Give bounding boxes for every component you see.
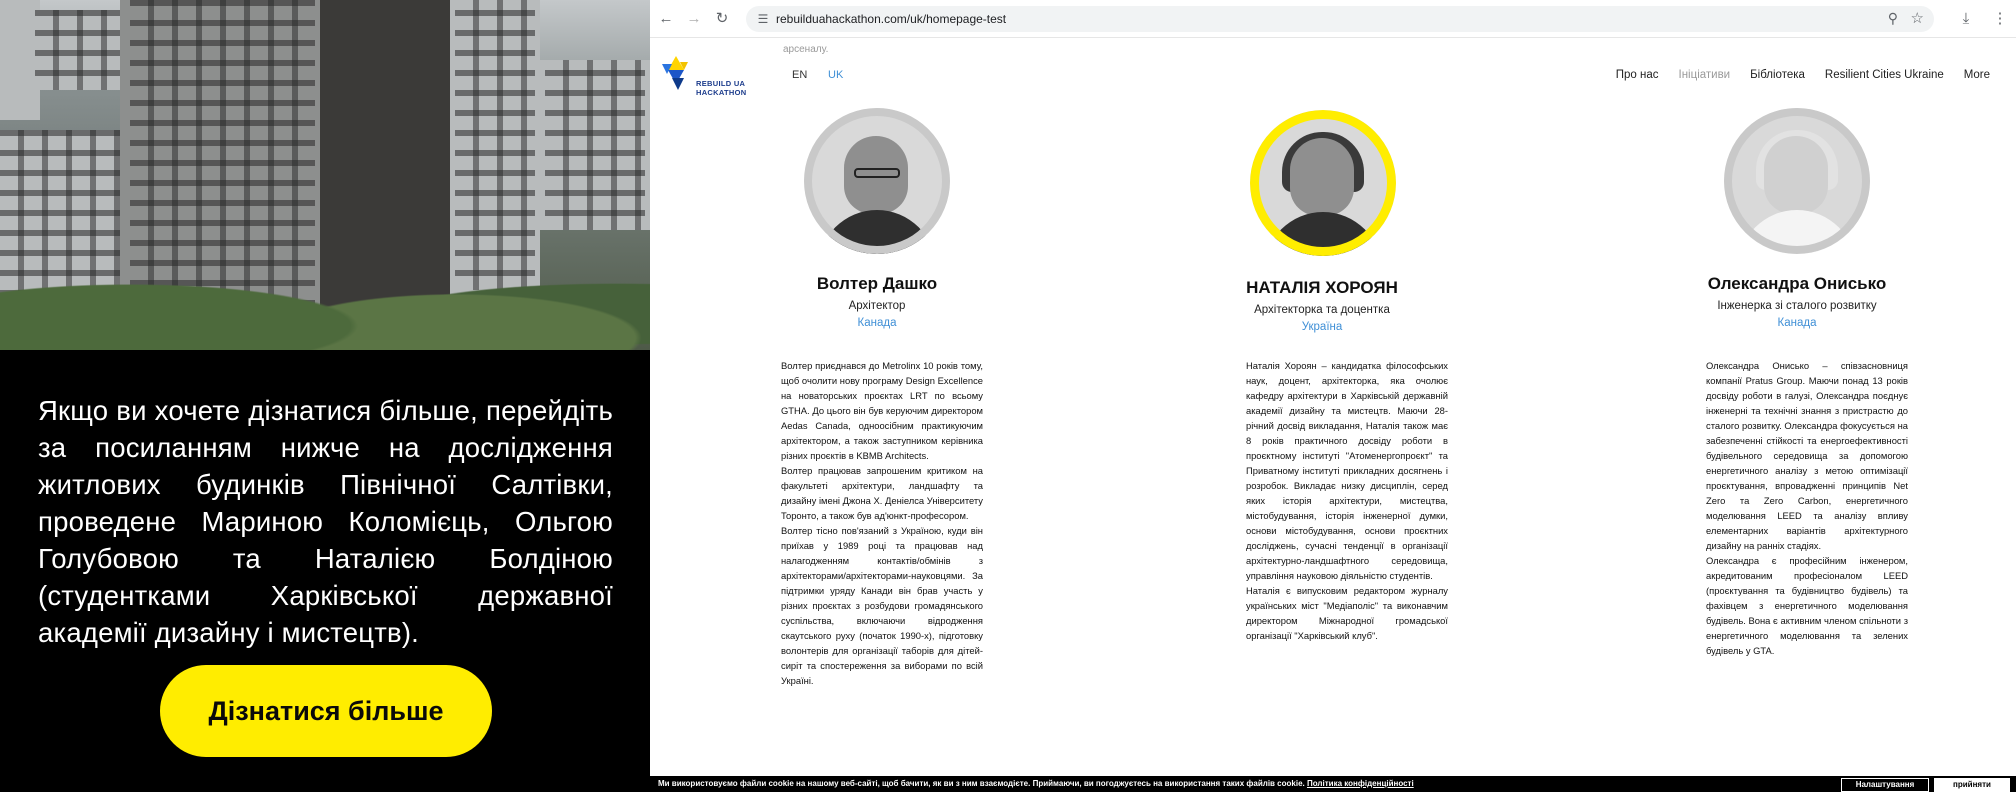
promo-panel	[0, 0, 650, 792]
reload-icon[interactable]: ↻	[715, 10, 729, 27]
person-role: Інженерка зі сталого розвитку	[1717, 300, 1877, 312]
nav-more[interactable]: More	[1963, 69, 1990, 81]
bio-paragraph: Олександра є професійним інженером, акредитованим професіоналом LEED (проєктування та будівництво будівель) та фахівцем з енергетичного моделювання будівель. Вона є активним членом спільноти з енергетичного моделювання та зелених будівель у GTA.	[1706, 555, 1908, 656]
cookie-settings-button[interactable]: Налаштування	[1841, 778, 1929, 792]
bio-paragraph: Волтер працював запрошеним критиком на факультеті архітектури, ландшафту та дизайну імені Джона Х. Деніелса Університету Торонто, а також був ад'юнкт-професором.	[781, 465, 983, 521]
browser-toolbar	[650, 0, 2016, 38]
nav-resilient-cities[interactable]: Resilient Cities Ukraine	[1824, 69, 1944, 81]
nav-initiatives[interactable]: Ініціативи	[1678, 69, 1731, 81]
address-bar[interactable]	[746, 6, 1934, 32]
promo-description: Якщо ви хочете дізнатися більше, перейдіть за посиланням нижче на дослідження житлових будинків Північної Салтівки, проведене Мариною Коломієць, Ольгою Голубовою та Наталією Болдіною (студентками Харківської державної академії дизайну і мистецтв).	[38, 395, 613, 648]
cookie-banner	[650, 776, 2016, 792]
browser-window	[650, 0, 2016, 792]
zoom-icon[interactable]: ⚲	[1887, 10, 1898, 26]
lang-en-link[interactable]: EN	[792, 69, 808, 81]
bio-paragraph: Волтер тісно пов'язаний з Україною, куди він приїхав у 1989 році та працював над налагодженням контактів/обмінів з архітекторами/архітекторами-науковцями. За підтримки уряду Канади він брав участь у різних проєктах з розбудови громадянського суспільства, включаючи відродження скаутського руху (початок 1990-х), підготовку волонтерів для організації таборів для дітей-сиріт та спостереження за виборами по всій Україні.	[781, 525, 983, 686]
bio-paragraph: Олександра Онисько – співзасновниця компанії Pratus Group. Маючи понад 13 років досвіду роботи в галузі, Олександра поєднує інженерні та технічні знання з пристрастю до сталого розвитку. Олександра фокусується на забезпеченні стійкості та енергоефективності будівельного середовища за допомогою енергетичного аналізу з метою оптимізації проєктування, впровадженні принципів Net Zero та Zero Carbon, енергетичного моделювання LEED та аналізу впливу елементарних варіантів архітектурного дизайну на ранніх стадіях.	[1706, 360, 1908, 551]
bio-paragraph: Наталія Хороян – кандидатка філософських наук, доцент, архітекторка, яка очолює кафедру архітектури в Харківській державній академії дизайну та мистецтв. Маючи 28-річний досвід викладання, Наталія також має 8 років практичного досвіду роботи в проєктному інституті "Атоменергопроєкт" та Приватному інституті прикладних досягнень і розробок. Викладає низку дисциплін, серед яких історія архітектури, мистецтва, містобудування, історія інженерної думки, основи містобудування, основи проєктних досліджень, сучасні тенденції в організації архітектурно-ландшафтного середовища, управління науковою діяльністю студентів.	[1246, 360, 1448, 581]
person-name: НАТАЛІЯ ХОРОЯН	[1246, 278, 1398, 297]
site-settings-icon[interactable]: ☰	[757, 12, 769, 26]
person-bio	[781, 358, 983, 688]
learn-more-button[interactable]: Дізнатися більше	[160, 665, 492, 757]
person-country[interactable]: Україна	[1301, 321, 1343, 333]
privacy-policy-link[interactable]: Політика конфіденційності	[1306, 779, 1414, 788]
person-bio	[1706, 358, 1908, 658]
person-photo	[1250, 110, 1396, 256]
bio-paragraph: Наталія є випусковим редактором журналу українських міст "Медіаполіс" та виконавчим директором Міжнародної громадської організації "Харківський клуб".	[1246, 585, 1448, 641]
person-name: Олександра Онисько	[1707, 274, 1887, 293]
nav-library[interactable]: Бібліотека	[1750, 69, 1805, 81]
previous-text-fragment: арсеналу.	[783, 44, 829, 55]
nav-about[interactable]: Про нас	[1615, 69, 1659, 81]
person-name: Волтер Дашко	[816, 274, 938, 293]
rebuild-ua-logo[interactable]	[662, 54, 747, 104]
back-icon[interactable]: ←	[658, 10, 674, 27]
top-navigation	[1616, 69, 1990, 81]
web-page	[650, 38, 2016, 792]
cookie-text: Ми використовуємо файли cookie на нашому веб-сайті, щоб бачити, як ви з ним взаємодієте. Приймаючи, ви погоджуєтесь на використання таких файлів cookie. Політика конфіденційності	[658, 779, 1414, 788]
person-bio	[1246, 358, 1448, 643]
person-country[interactable]: Канада	[857, 317, 897, 329]
person-photo	[804, 108, 950, 254]
person-role: Архітектор	[848, 300, 906, 312]
damaged-building-photo	[0, 0, 650, 350]
bookmark-star-icon[interactable]: ☆	[1910, 10, 1924, 27]
logo-text: REBUILD UA HACKATHON	[696, 79, 747, 97]
url-text[interactable]: rebuilduahackathon.com/uk/homepage-test	[776, 12, 1007, 26]
bio-paragraph: Волтер приєднався до Metrolinx 10 років тому, щоб очолити нову програму Design Excellence на новаторських проєктах LRT по всьому GTHA. До цього він був керуючим директором Aedas Canada, одноосібним практикуючим архітектором, а також заступником керівника різних проєктів в KBMB Architects.	[781, 360, 983, 461]
person-country[interactable]: Канада	[1777, 317, 1817, 329]
cookie-accept-button[interactable]: прийняти	[1934, 778, 2010, 792]
forward-icon[interactable]: →	[686, 10, 702, 27]
download-icon[interactable]: ⤓	[1962, 10, 1970, 27]
menu-icon[interactable]: ⋮	[1992, 10, 2008, 27]
person-photo	[1724, 108, 1870, 254]
person-role: Архітекторка та доцентка	[1254, 304, 1390, 316]
lang-uk-link[interactable]: UK	[828, 69, 844, 81]
